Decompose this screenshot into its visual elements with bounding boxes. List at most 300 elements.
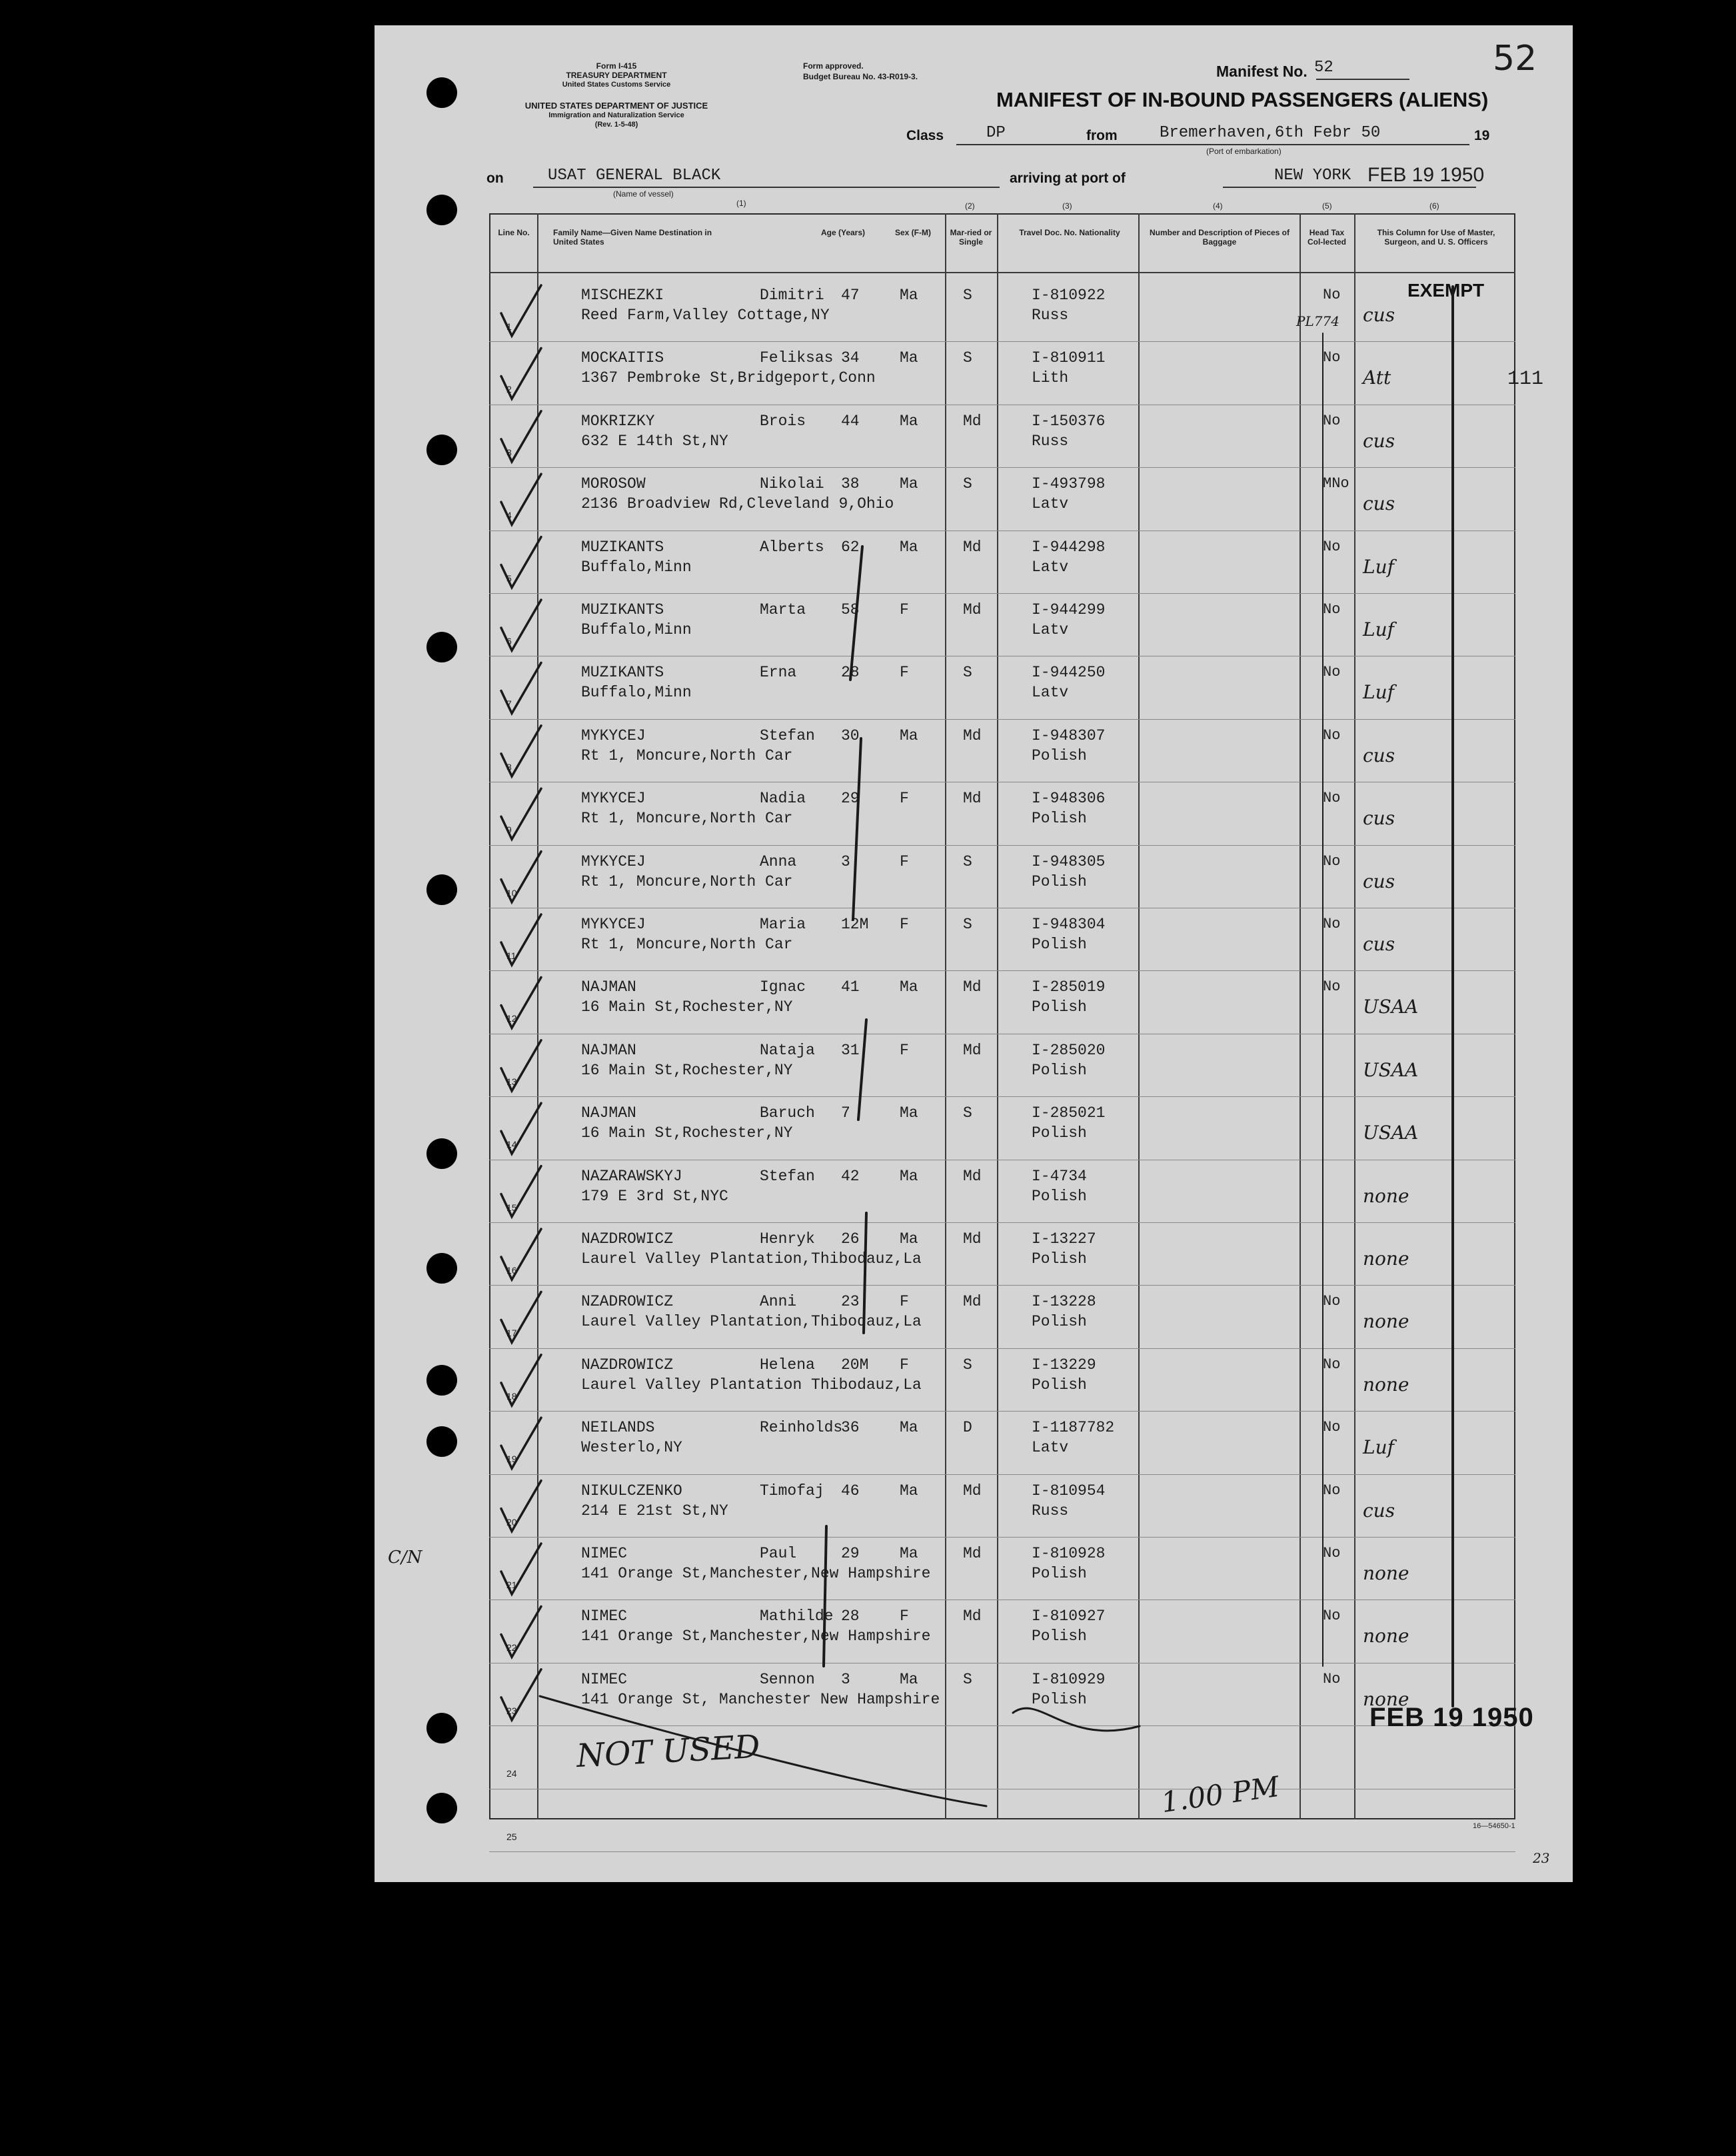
count-mark: 111 — [1507, 368, 1544, 391]
given-name: Brois — [760, 412, 806, 430]
marital-status: Md — [963, 601, 982, 618]
travel-doc-no: I-285019 — [1032, 978, 1106, 996]
marital-status: S — [963, 287, 972, 304]
sex: Ma — [900, 1482, 918, 1500]
marital-status: Md — [963, 726, 982, 744]
vessel-note: (Name of vessel) — [613, 189, 674, 199]
travel-doc-no: I-944298 — [1032, 538, 1106, 556]
head-tax: No — [1323, 852, 1341, 870]
check-mark — [501, 537, 541, 588]
class-value: DP — [986, 124, 1006, 142]
marital-status: Md — [963, 1230, 982, 1248]
nationality: Polish — [1032, 1690, 1087, 1708]
nationality: Lith — [1032, 369, 1069, 387]
line-number: 14 — [506, 1139, 517, 1150]
check-mark — [501, 914, 541, 965]
from-value: Bremerhaven,6th Febr 50 — [1160, 124, 1381, 142]
destination: 141 Orange St,Manchester,New Hampshire — [581, 1627, 931, 1645]
officer-note: USAA — [1363, 996, 1419, 1018]
officer-note: cus — [1363, 807, 1395, 830]
head-tax: No — [1323, 1482, 1341, 1499]
col-header-sex: Sex (F-M) — [895, 228, 931, 237]
age: 20M — [841, 1356, 869, 1374]
head-tax: No — [1323, 978, 1341, 996]
marital-status: S — [963, 1104, 972, 1122]
footer-code: 16—54650-1 — [1473, 1822, 1515, 1830]
check-mark — [501, 1669, 541, 1720]
head-tax: No — [1323, 1293, 1341, 1310]
nationality: Polish — [1032, 1565, 1087, 1582]
sex: F — [900, 790, 909, 808]
check-mark — [501, 1292, 541, 1342]
family-name: MISCHEZKI — [581, 287, 664, 304]
destination: Buffalo,Minn — [581, 621, 692, 638]
destination: 179 E 3rd St,NYC — [581, 1187, 728, 1205]
travel-doc-no: I-948306 — [1032, 790, 1106, 808]
line-number: 9 — [506, 824, 512, 836]
travel-doc-no: I-944250 — [1032, 664, 1106, 682]
corner-manifest-number: 52 — [1493, 39, 1537, 79]
travel-doc-no: I-285021 — [1032, 1104, 1106, 1122]
officer-note: cus — [1363, 870, 1395, 892]
head-tax: No — [1323, 601, 1341, 618]
line-number: 15 — [506, 1202, 517, 1213]
destination: 16 Main St,Rochester,NY — [581, 998, 793, 1016]
line-number: 3 — [506, 447, 512, 458]
head-tax: No — [1323, 349, 1341, 367]
line-number: 10 — [506, 887, 517, 898]
family-name: NIKULCZENKO — [581, 1482, 682, 1500]
justice-dept: UNITED STATES DEPARTMENT OF JUSTICE — [524, 101, 708, 111]
line-number: 24 — [506, 1768, 517, 1779]
head-tax: No — [1323, 790, 1341, 807]
given-name: Baruch — [760, 1104, 815, 1122]
family-name: MUZIKANTS — [581, 601, 664, 618]
age: 46 — [841, 1482, 860, 1500]
age: 36 — [841, 1419, 860, 1437]
nationality: Polish — [1032, 1627, 1087, 1645]
officer-note: cus — [1363, 933, 1395, 955]
not-used-strike — [540, 1696, 986, 1806]
arrival-port: NEW YORK — [1274, 167, 1351, 185]
sex: F — [900, 916, 909, 933]
line-number: 11 — [506, 950, 516, 961]
family-bracket-najman — [858, 1020, 866, 1120]
margin-cn-note: C/N — [388, 1548, 423, 1568]
sex: Ma — [900, 412, 918, 430]
line-number: 22 — [506, 1642, 517, 1653]
destination: 632 E 14th St,NY — [581, 432, 728, 450]
nationality: Polish — [1032, 936, 1087, 953]
nationality: Polish — [1032, 998, 1087, 1016]
treasury-dept: TREASURY DEPARTMENT — [566, 71, 667, 80]
head-tax: No — [1323, 1670, 1341, 1687]
destination: Laurel Valley Plantation Thibodauz,La — [581, 1376, 922, 1394]
age: 30 — [841, 726, 860, 744]
officer-note: USAA — [1363, 1058, 1419, 1081]
age: 29 — [841, 1545, 860, 1562]
given-name: Marta — [760, 601, 806, 618]
marital-status: Md — [963, 790, 982, 808]
officer-note: Att — [1363, 367, 1391, 389]
age: 3 — [841, 1670, 850, 1688]
vessel-col-number: (1) — [736, 199, 746, 208]
destination: 1367 Pembroke St,Bridgeport,Conn — [581, 369, 876, 387]
travel-doc-no: I-810929 — [1032, 1670, 1106, 1688]
marital-status: S — [963, 475, 972, 493]
marital-status: S — [963, 1670, 972, 1688]
travel-doc-no: I-810922 — [1032, 287, 1106, 304]
given-name: Erna — [760, 664, 797, 682]
sex: Ma — [900, 978, 918, 996]
travel-doc-no: I-13228 — [1032, 1293, 1096, 1311]
officer-note: cus — [1363, 493, 1395, 515]
line-number: 17 — [506, 1328, 517, 1339]
given-name: Alberts — [760, 538, 824, 556]
sex: F — [900, 852, 909, 870]
marital-status: S — [963, 852, 972, 870]
destination: 141 Orange St, Manchester New Hampshire — [581, 1690, 940, 1708]
age: 12M — [841, 916, 869, 933]
marital-status: Md — [963, 978, 982, 996]
given-name: Nataja — [760, 1041, 815, 1059]
page-title: MANIFEST OF IN-BOUND PASSENGERS (ALIENS) — [996, 88, 1489, 111]
page-mark: 23 — [1533, 1850, 1550, 1866]
travel-doc-no: I-810911 — [1032, 349, 1106, 367]
line-number: 5 — [506, 572, 512, 584]
col-header-headtax: Head Tax Col-lected — [1307, 228, 1346, 247]
sex: F — [900, 664, 909, 682]
form-revision: (Rev. 1-5-48) — [594, 121, 638, 129]
officer-note: Luf — [1363, 681, 1394, 704]
destination: Rt 1, Moncure,North Car — [581, 746, 793, 764]
line-number: 23 — [506, 1705, 517, 1716]
nationality: Russ — [1032, 432, 1069, 450]
age: 28 — [841, 1608, 860, 1625]
col-num-4: (4) — [1213, 201, 1223, 211]
sex: Ma — [900, 1230, 918, 1248]
given-name: Dimitri — [760, 287, 824, 304]
officer-note: Luf — [1363, 618, 1394, 640]
officer-note: none — [1363, 1184, 1409, 1207]
nationality: Latv — [1032, 621, 1069, 638]
vessel-name: USAT GENERAL BLACK — [548, 167, 721, 185]
check-mark — [501, 1040, 541, 1091]
sex: Ma — [900, 475, 918, 493]
line-number: 7 — [506, 698, 512, 710]
destination: Buffalo,Minn — [581, 684, 692, 702]
arrival-date-stamp: FEB 19 1950 — [1367, 164, 1485, 186]
age: 44 — [841, 412, 860, 430]
marital-status: S — [963, 916, 972, 933]
officer-note: none — [1363, 1310, 1409, 1333]
check-mark — [501, 1418, 541, 1468]
col-header-officers: This Column for Use of Master, Surgeon, and U. S. Officers — [1377, 228, 1495, 247]
family-name: MOCKAITIS — [581, 349, 664, 367]
nationality: Polish — [1032, 1124, 1087, 1142]
age: 42 — [841, 1167, 860, 1185]
customs-service: United States Customs Service — [562, 81, 671, 89]
given-name: Anna — [760, 852, 797, 870]
head-tax: No — [1323, 412, 1341, 429]
destination: Buffalo,Minn — [581, 558, 692, 576]
destination: 214 E 21st St,NY — [581, 1502, 728, 1520]
marital-status: S — [963, 349, 972, 367]
travel-doc-no: I-4734 — [1032, 1167, 1087, 1185]
check-mark — [501, 977, 541, 1028]
check-mark — [501, 1103, 541, 1154]
line-number: 20 — [506, 1516, 517, 1528]
family-name: NEILANDS — [581, 1419, 655, 1437]
family-name: MYKYCEJ — [581, 790, 646, 808]
nationality: Polish — [1032, 1376, 1087, 1394]
manifest-no-label: Manifest No. — [1216, 63, 1307, 80]
given-name: Anni — [760, 1293, 797, 1311]
check-mark — [501, 788, 541, 839]
family-name: MYKYCEJ — [581, 726, 646, 744]
travel-doc-no: I-948307 — [1032, 726, 1106, 744]
check-mark — [501, 600, 541, 650]
family-name: MYKYCEJ — [581, 916, 646, 933]
destination: Rt 1, Moncure,North Car — [581, 810, 793, 828]
sex: Ma — [900, 1104, 918, 1122]
year-label: 19 — [1474, 128, 1490, 143]
exempt-stamp: EXEMPT — [1407, 280, 1485, 301]
col-header-name: Family Name—Given Name Destination in United States — [553, 228, 712, 247]
destination: Laurel Valley Plantation,Thibodauz,La — [581, 1313, 922, 1331]
given-name: Helena — [760, 1356, 815, 1374]
travel-doc-no: I-948304 — [1032, 916, 1106, 933]
travel-doc-no: I-1187782 — [1032, 1419, 1115, 1437]
age: 3 — [841, 852, 850, 870]
nationality: Polish — [1032, 1313, 1087, 1331]
check-mark — [501, 1355, 541, 1406]
head-tax: No — [1323, 287, 1341, 303]
family-name: NZADROWICZ — [581, 1293, 674, 1311]
officer-note: none — [1363, 1625, 1409, 1647]
line-number: 6 — [506, 636, 512, 646]
age: 31 — [841, 1041, 860, 1059]
line-number: 2 — [506, 384, 512, 395]
line-number: 12 — [506, 1013, 517, 1024]
officer-note: none — [1363, 1248, 1409, 1270]
family-name: NAJMAN — [581, 1104, 636, 1122]
col-header-baggage: Number and Description of Pieces of Baggage — [1149, 228, 1290, 247]
age: 47 — [841, 287, 860, 304]
given-name: Ignac — [760, 978, 806, 996]
not-used-note: NOT USED — [575, 1727, 761, 1775]
sex: F — [900, 1293, 909, 1311]
check-mark — [501, 474, 541, 525]
officer-note: none — [1363, 1373, 1409, 1396]
budget-bureau: Budget Bureau No. 43-R019-3. — [803, 72, 918, 81]
marital-status: S — [963, 1356, 972, 1374]
col-header-line: Line No. — [498, 228, 530, 237]
travel-doc-no: I-13229 — [1032, 1356, 1096, 1374]
sex: Ma — [900, 1167, 918, 1185]
sex: Ma — [900, 1670, 918, 1688]
family-name: NAJMAN — [581, 1041, 636, 1059]
manifest-no-value: 52 — [1314, 59, 1333, 77]
marital-status: D — [963, 1419, 972, 1437]
time-note: 1.00 PM — [1159, 1769, 1282, 1819]
marital-status: Md — [963, 1545, 982, 1562]
head-tax: No — [1323, 916, 1341, 932]
check-mark — [501, 1606, 541, 1657]
check-mark — [501, 1229, 541, 1280]
arriving-label: arriving at port of — [1010, 171, 1126, 186]
family-name: MOROSOW — [581, 475, 646, 493]
check-mark — [501, 1544, 541, 1594]
officer-note: Luf — [1363, 1436, 1394, 1459]
destination: 2136 Broadview Rd,Cleveland 9,Ohio — [581, 495, 894, 513]
given-name: Nadia — [760, 790, 806, 808]
check-mark — [501, 348, 541, 399]
travel-doc-no: I-948305 — [1032, 852, 1106, 870]
destination: Rt 1, Moncure,North Car — [581, 936, 793, 953]
head-tax: No — [1323, 726, 1341, 744]
on-label: on — [486, 171, 504, 186]
nationality: Russ — [1032, 1502, 1069, 1520]
nationality: Latv — [1032, 1439, 1069, 1457]
sex: Ma — [900, 538, 918, 556]
officer-note: cus — [1363, 429, 1395, 452]
line-number: 1 — [506, 321, 512, 332]
line-number: 8 — [506, 761, 512, 772]
age: 34 — [841, 349, 860, 367]
check-mark — [501, 1481, 541, 1532]
sex: Ma — [900, 726, 918, 744]
officer-note: Luf — [1363, 555, 1394, 578]
head-tax: No — [1323, 538, 1341, 555]
family-name: MYKYCEJ — [581, 852, 646, 870]
nationality: Polish — [1032, 1187, 1087, 1205]
sex: F — [900, 1608, 909, 1625]
given-name: Mathilde — [760, 1608, 834, 1625]
travel-doc-no: I-493798 — [1032, 475, 1106, 493]
officer-note: cus — [1363, 304, 1395, 326]
marital-status: Md — [963, 1167, 982, 1185]
given-name: Paul — [760, 1545, 797, 1562]
from-label: from — [1086, 128, 1118, 143]
check-mark — [501, 726, 541, 776]
head-tax: No — [1323, 1545, 1341, 1562]
sex: F — [900, 601, 909, 618]
ins-service: Immigration and Naturalization Service — [548, 111, 684, 119]
destination: 16 Main St,Rochester,NY — [581, 1124, 793, 1142]
head-tax: No — [1323, 664, 1341, 681]
head-tax: No — [1323, 1419, 1341, 1436]
travel-doc-no: I-810928 — [1032, 1545, 1106, 1562]
travel-doc-no: I-810927 — [1032, 1608, 1106, 1625]
family-name: NIMEC — [581, 1608, 628, 1625]
given-name: Henryk — [760, 1230, 815, 1248]
family-name: NAJMAN — [581, 978, 636, 996]
marital-status: Md — [963, 1293, 982, 1311]
check-mark — [501, 285, 541, 336]
check-mark — [501, 662, 541, 713]
officer-note: cus — [1363, 744, 1395, 766]
marital-status: Md — [963, 1482, 982, 1500]
family-name: NAZARAWSKYJ — [581, 1167, 682, 1185]
line-number: 18 — [506, 1390, 517, 1402]
col-num-3: (3) — [1062, 201, 1072, 211]
check-mark — [501, 411, 541, 462]
marital-status: Md — [963, 538, 982, 556]
sex: F — [900, 1356, 909, 1374]
travel-doc-no: I-150376 — [1032, 412, 1106, 430]
form-approved: Form approved. — [803, 61, 864, 71]
date-stamp: FEB 19 1950 — [1369, 1703, 1534, 1732]
line-number: 25 — [506, 1831, 517, 1842]
travel-doc-no: I-944299 — [1032, 601, 1106, 618]
family-bracket-muzikants — [850, 546, 862, 680]
age: 23 — [841, 1293, 860, 1311]
age: 41 — [841, 978, 860, 996]
line-number: 13 — [506, 1076, 517, 1087]
check-mark — [501, 852, 541, 902]
destination: 16 Main St,Rochester,NY — [581, 1061, 793, 1079]
age: 58 — [841, 601, 860, 618]
family-name: NIMEC — [581, 1670, 628, 1688]
check-mark — [501, 1166, 541, 1217]
given-name: Nikolai — [760, 475, 824, 493]
form-number: Form I-415 — [596, 61, 637, 71]
travel-doc-no: I-13227 — [1032, 1230, 1096, 1248]
age: 38 — [841, 475, 860, 493]
destination: Laurel Valley Plantation,Thibodauz,La — [581, 1250, 922, 1268]
given-name: Stefan — [760, 726, 815, 744]
port-embark-note: (Port of embarkation) — [1206, 147, 1282, 156]
line-number: 16 — [506, 1265, 517, 1276]
officer-note: USAA — [1363, 1122, 1419, 1144]
sex: Ma — [900, 1545, 918, 1562]
family-name: NAZDROWICZ — [581, 1230, 674, 1248]
given-name: Stefan — [760, 1167, 815, 1185]
nationality: Polish — [1032, 1061, 1087, 1079]
sex: F — [900, 1041, 909, 1059]
officer-note: none — [1363, 1562, 1409, 1584]
nationality: Russ — [1032, 307, 1069, 324]
head-tax: MNo — [1323, 475, 1349, 493]
line-number: 21 — [506, 1580, 517, 1590]
line-number: 4 — [506, 510, 512, 521]
destination: Reed Farm,Valley Cottage,NY — [581, 307, 830, 324]
family-bracket-nimec — [824, 1526, 826, 1666]
family-name: MUZIKANTS — [581, 664, 664, 682]
col-num-2: (2) — [965, 201, 975, 211]
class-label: Class — [906, 128, 944, 143]
signature — [1013, 1708, 1140, 1731]
marital-status: Md — [963, 1608, 982, 1625]
given-name: Reinholds — [760, 1419, 843, 1437]
nationality: Polish — [1032, 872, 1087, 890]
family-name: NAZDROWICZ — [581, 1356, 674, 1374]
col-header-travel: Travel Doc. No. Nationality — [1019, 228, 1120, 237]
sex: Ma — [900, 1419, 918, 1437]
nationality: Polish — [1032, 810, 1087, 828]
nationality: Latv — [1032, 684, 1069, 702]
nationality: Polish — [1032, 746, 1087, 764]
baggage-note: PL774 — [1296, 313, 1339, 329]
head-tax: No — [1323, 1356, 1341, 1373]
destination: Westerlo,NY — [581, 1439, 682, 1457]
destination: 141 Orange St,Manchester,New Hampshire — [581, 1565, 931, 1582]
destination: Rt 1, Moncure,North Car — [581, 872, 793, 890]
age: 7 — [841, 1104, 850, 1122]
marital-status: S — [963, 664, 972, 682]
family-name: MOKRIZKY — [581, 412, 655, 430]
